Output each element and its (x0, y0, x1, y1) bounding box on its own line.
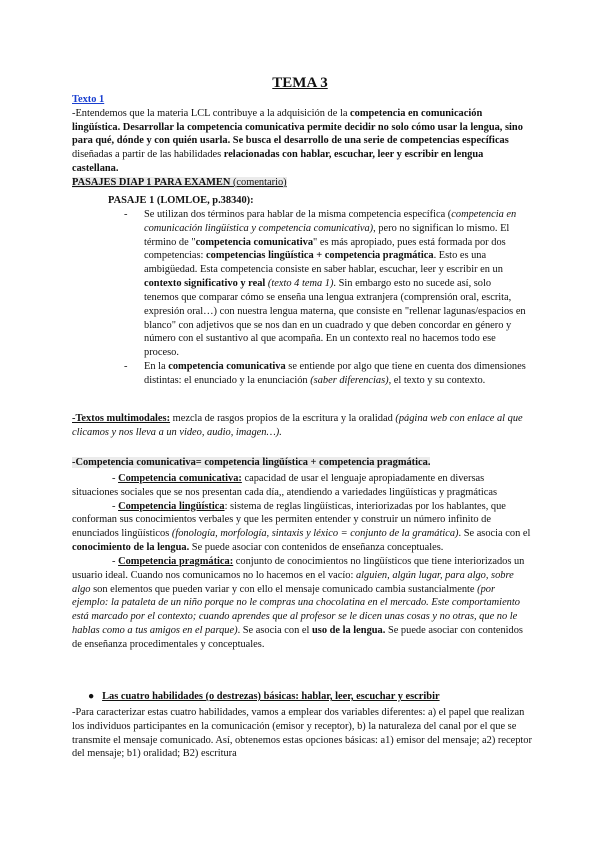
texto-1-paragraph: -Entendemos que la materia LCL contribuye a la adquisición de la competencia en comunicación lingüística. Desarrollar la competencia comunicativa permite decidir no solo cómo usar la lengua, sino para qué, dónde y con quién usarla. Se busca el desarrollo de una serie de competencias específicas diseñadas a partir de las habilidades relacionadas con hablar, escuchar, leer y escribir en lengua castellana. (72, 107, 523, 175)
list-item: - En la competencia comunicativa se entiende por algo que tiene en cuenta dos dimensiones distintas: el enunciado y la enunciación (saber diferencias), el texto y su contexto. (124, 361, 526, 386)
textos-multimodales: -Textos multimodales: mezcla de rasgos propios de la escritura y la oralidad (página web con enlace al que clicamos y nos lleva a un video, audio, imagen…). (72, 413, 523, 438)
comp-pragmatica: - Competencia pragmática: conjunto de conocimientos no lingüísticos que tiene interiorizados un usuario ideal. Cuando nos comunicamos no lo hacemos en el vacío: alguien, algún lugar, para algo, sobre algo son elementos que pueden variar y con ello el mensaje comunicado cambia sustancialmente (por ejemplo: la pataleta de un niño porque no le compras una chocolatina en el mercado. Este comportamiento está marcado por el contexto; cuando aprendes que al profesor se le dicen unas cosas y no otras, que no le hablas como a tus amigos en el parque). Se asocia con el uso de la lengua. Se puede asociar con contenidos de enseñanza procedimentales y conceptuales. (72, 555, 525, 650)
pasaje-1-bullets (118, 208, 528, 388)
habilidades-heading: ● Las cuatro habilidades (o destrezas) básicas: hablar, leer, escuchar y escribir (88, 691, 440, 702)
habilidades-text: -Para caracterizar estas cuatro habilidades, vamos a emplear dos variables diferentes: a) el papel que realizan los individuos participantes en la comunicación (emisor y receptor), b) la naturaleza del canal por el que se transmite el mensaje comunicado. Así, obtenemos estas opciones básicas: a1) emisor del mensaje; a2) receptor del mensaje; b1) oralidad; B2) escritura (72, 707, 532, 760)
pasaje-1-heading: PASAJE 1 (LOMLOE, p.38340): (108, 195, 254, 206)
list-item: - Se utilizan dos términos para hablar de la misma competencia específica (competencia en comunicación lingüística y competencia comunicativa), pero no significan lo mismo. El término de "competencia comunicativa" es más apropiado, pues está formada por dos competencias: competencias lingüística + competencia pragmática. Esto es una ambigüedad. Esta competencia consiste en saber hablar, escuchar, leer y escribir en un contexto significativo y real (texto 4 tema 1). Sin embargo esto no sucede así, solo tenemos que comparar cómo se enseña una lengua extranjera (comprensión oral, escrita, expresión oral…) con nuestra lengua materna, que consiste en "rellenar lagunas/espacios en blanco" con adjetivos que se nos dan en un cuadrado y que deben concordar en género y número con el sustantivo al que acompaña. En un contexto real no hacemos todo ese proceso. (124, 209, 526, 359)
competencia-heading: -Competencia comunicativa= competencia lingüística + competencia pragmática. (72, 457, 431, 468)
bullet-dot-icon: ● (88, 691, 95, 702)
competencias-definitions (72, 472, 532, 652)
pasajes-heading: PASAJES DIAP 1 PARA EXAMEN (comentario) (72, 176, 287, 188)
texto-1-link[interactable]: Texto 1 (72, 94, 105, 105)
comp-linguistica: - Competencia lingüística: sistema de reglas lingüísticas, interiorizadas por los hablantes, que conforman sus conocimientos verbales y que les permiten entender y construir un número infinito de enunciados lingüísticos (fonología, morfología, sintaxis y léxico = conjunto de la gramática). Se asocia con el conocimiento de la lengua. Se puede asociar con contenidos de enseñanza conceptuales. (72, 500, 531, 554)
comp-comunicativa: - Competencia comunicativa: capacidad de usar el lenguaje apropiadamente en diversas situaciones sociales que se nos presentan cada día,, atendiendo a variedades lingüísticas y pragmáticas (72, 473, 498, 498)
page-title: TEMA 3 (272, 75, 328, 91)
texto-1-section (72, 93, 532, 190)
